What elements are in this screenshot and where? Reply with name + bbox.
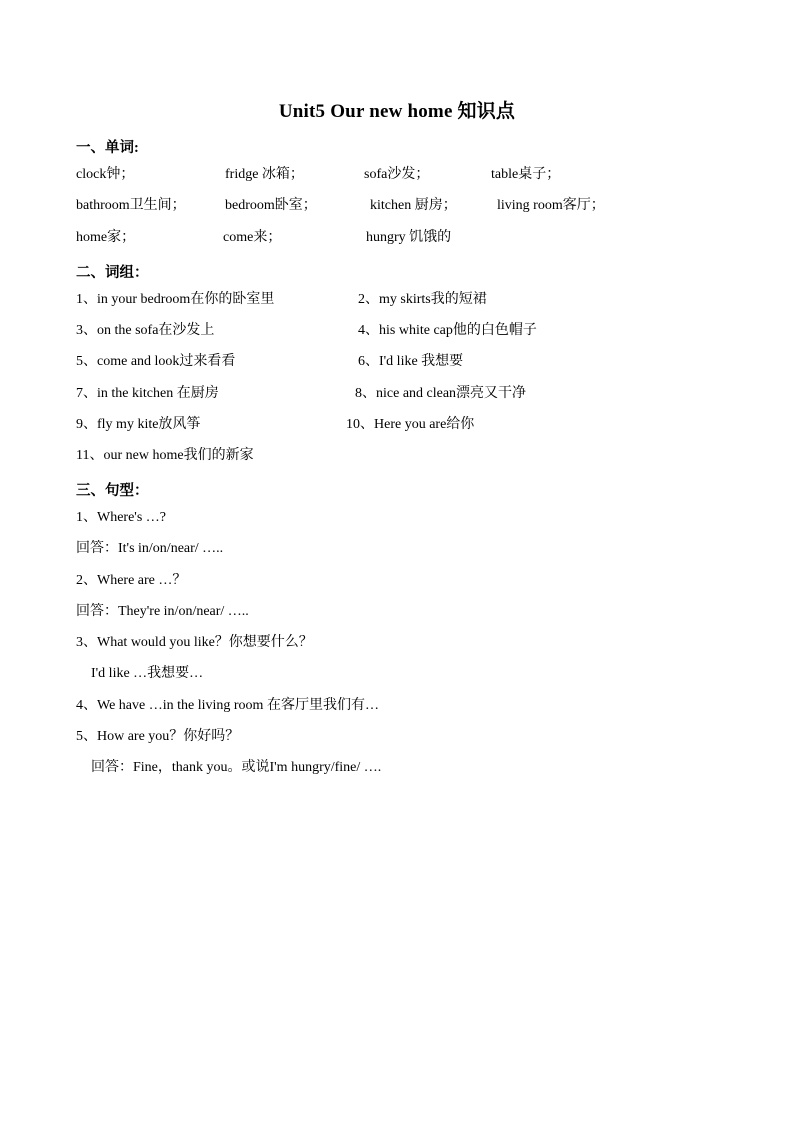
phrase-row (0, 352, 794, 374)
sentence-line: 5、How are you？你好吗？ (76, 729, 240, 744)
word-item: sofa沙发； (364, 167, 430, 182)
word-item: bedroom卧室； (225, 198, 317, 213)
word-row (0, 228, 794, 250)
phrase-item: 4、his white cap他的白色帽子 (358, 323, 537, 338)
word-item: kitchen 厨房； (370, 198, 457, 213)
word-item: fridge 冰箱； (225, 167, 304, 182)
phrase-row (0, 446, 794, 468)
answer-line: I'd like …我想要… (91, 666, 204, 681)
phrase-row (0, 321, 794, 343)
phrase-row (0, 290, 794, 312)
section-heading-words: 一、单词: (76, 140, 139, 156)
word-row (0, 196, 794, 218)
phrase-item: 8、nice and clean漂亮又干净 (355, 386, 527, 401)
phrase-row (0, 415, 794, 437)
word-item: come来； (223, 230, 282, 245)
phrase-item: 10、Here you are给你 (346, 417, 475, 432)
sentence-line: 4、We have …in the living room 在客厅里我们有… (76, 698, 379, 713)
phrase-row (0, 384, 794, 406)
phrase-item: 1、in your bedroom在你的卧室里 (76, 292, 275, 307)
page-title: Unit5 Our new home 知识点 (278, 101, 516, 122)
section-heading-sentences: 三、句型： (76, 483, 149, 499)
sentence-line: 1、Where's …? (76, 510, 166, 525)
phrase-item: 5、come and look过来看看 (76, 354, 236, 369)
phrase-item: 6、I'd like 我想要 (358, 354, 464, 369)
phrase-item: 2、my skirts我的短裙 (358, 292, 487, 307)
phrase-item: 3、on the sofa在沙发上 (76, 323, 215, 338)
word-item: home家； (76, 230, 136, 245)
answer-line: 回答：They're in/on/near/ ….. (76, 604, 249, 619)
answer-line: 回答：It's in/on/near/ ….. (76, 541, 224, 556)
word-item: hungry 饥饿的 (366, 230, 452, 245)
phrase-item: 9、fly my kite放风筝 (76, 417, 201, 432)
word-row (0, 165, 794, 187)
section-heading-phrases: 二、词组： (76, 265, 149, 281)
answer-line: 回答：Fine，thank you。或说I'm hungry/fine/ …. (91, 760, 382, 775)
sentence-line: 3、What would you like？你想要什么？ (76, 635, 313, 650)
word-item: clock钟； (76, 167, 135, 182)
phrase-item: 11、our new home我们的新家 (76, 448, 254, 463)
sentence-line: 2、Where are …？ (76, 573, 187, 588)
word-item: living room客厅； (497, 198, 605, 213)
word-item: table桌子； (491, 167, 561, 182)
phrase-item: 7、in the kitchen 在厨房 (76, 386, 219, 401)
word-item: bathroom卫生间； (76, 198, 186, 213)
